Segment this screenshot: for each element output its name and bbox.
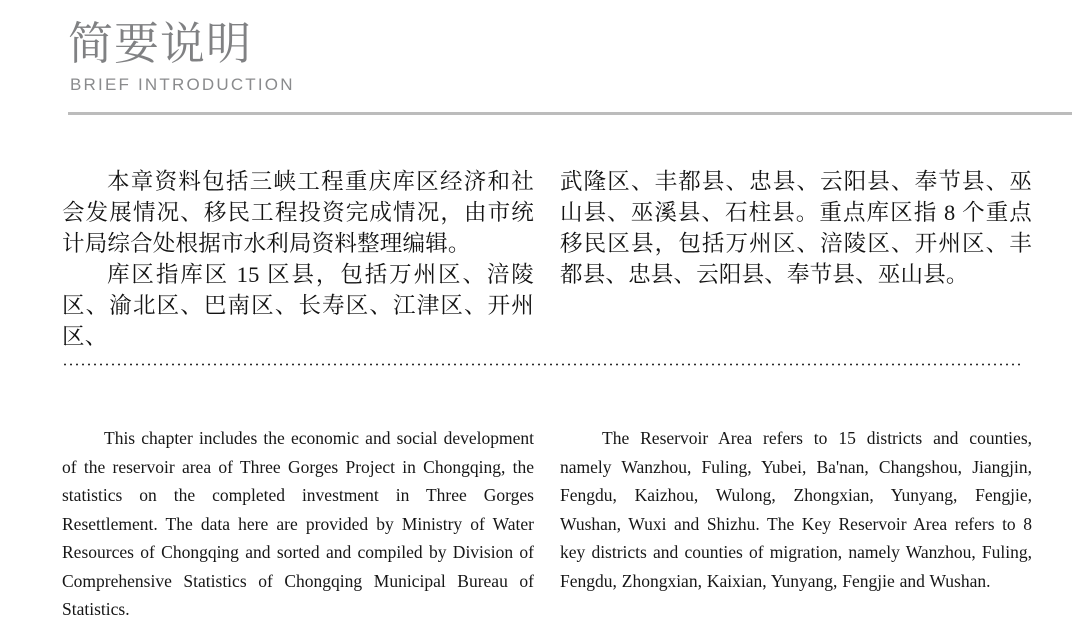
header-divider-rule	[68, 112, 1072, 115]
chinese-left-column	[62, 166, 534, 352]
page-title: 简要说明	[68, 18, 253, 69]
english-paragraph: This chapter includes the economic and social development of the reservoir area of Three Gorges Project in Chongqing, the statistics on the completed investment in Three Gorges Resettlement. The data here are provided by Ministry of Water Resources of Chongqing and sorted and compiled by Division of Comprehensive Statistics of Chongqing Municipal Bureau of Statistics.	[62, 428, 534, 619]
page-header	[68, 18, 1072, 96]
chinese-paragraph: 本章资料包括三峡工程重庆库区经济和社会发展情况、移民工程投资完成情况，由市统计局综合处根据市水利局资料整理编辑。	[62, 169, 534, 256]
chinese-paragraph: 武隆区、丰都县、忠县、云阳县、奉节县、巫山县、巫溪县、石柱县。重点库区指 8 个重点移民区县，包括万州区、涪陵区、开州区、丰都县、忠县、云阳县、奉节县、巫山县。	[560, 169, 1032, 287]
page-subtitle: BRIEF INTRODUCTION	[70, 75, 295, 94]
section-dotted-divider	[62, 363, 1022, 366]
chinese-paragraph: 库区指库区 15 区县，包括万州区、涪陵区、渝北区、巴南区、长寿区、江津区、开州区、	[62, 262, 534, 349]
english-right-column	[560, 424, 1032, 595]
chinese-right-column	[560, 166, 1032, 290]
english-paragraph: The Reservoir Area refers to 15 districts and counties, namely Wanzhou, Fuling, Yubei, Ba'nan, Changshou, Jiangjin, Fengdu, Kaizhou, Wulong, Zhongxian, Yunyang, Fengjie, Wushan, Wuxi and Shizhu. The Key Reservoir Area refers to 8 key districts and counties of migration, namely Wanzhou, Fuling, Fengdu, Zhongxian, Kaixian, Yunyang, Fengjie and Wushan.	[560, 428, 1032, 591]
english-left-column	[62, 424, 534, 624]
